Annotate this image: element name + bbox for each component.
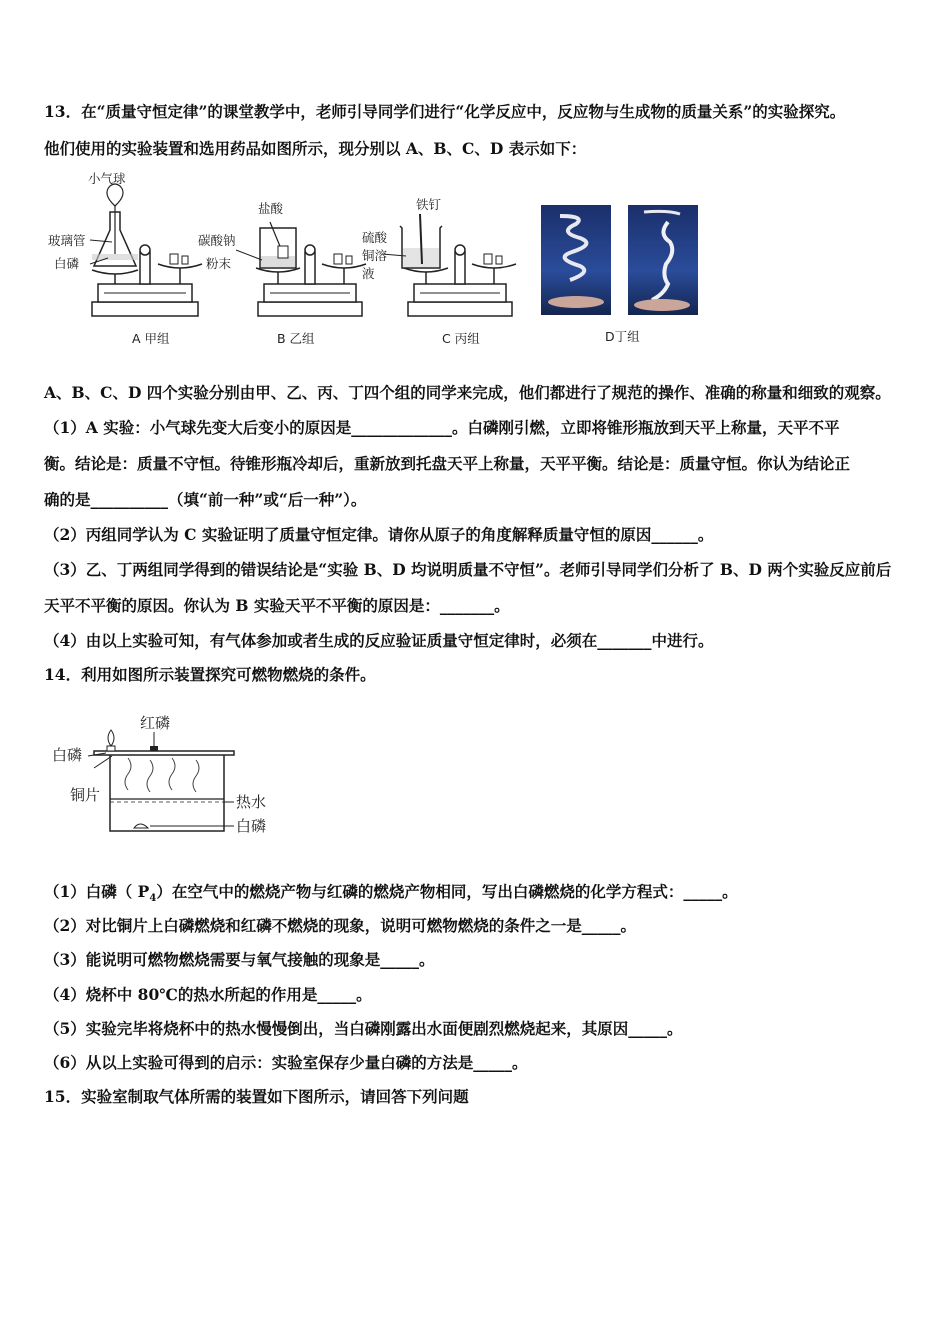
- label-copper-sulfate-1: 硫酸: [362, 230, 388, 245]
- label-glass-tube: 玻璃管: [48, 233, 86, 248]
- q13-line-10: （4）由以上实验可知，有气体参加或者生成的反应验证质量守恒定律时，必须在_______中进行。: [44, 631, 714, 650]
- label-white-phosphorus-water: 白磷: [236, 817, 267, 835]
- apparatus-d-photos: [541, 205, 698, 344]
- q13-line-2: 他们使用的实验装置和选用药品如图所示，现分别以 A、B、C、D 表示如下：: [44, 139, 587, 158]
- q14-line-1: 14．利用如图所示装置探究可燃物燃烧的条件。: [44, 665, 376, 684]
- q14-question-4: （4）烧杯中 80℃的热水所起的作用是_____。: [44, 985, 372, 1004]
- q14-question-3: （3）能说明可燃物燃烧需要与氧气接触的现象是_____。: [44, 950, 435, 969]
- label-balloon: 小气球: [88, 171, 126, 186]
- label-hydrochloric-acid: 盐酸: [258, 201, 284, 216]
- q14-figure: [50, 710, 267, 840]
- label-hot-water: 热水: [236, 793, 267, 811]
- label-white-phosphorus-sheet: 白磷: [52, 746, 83, 764]
- apparatus-b: [198, 201, 366, 346]
- label-sodium-carbonate-1: 碳酸钠: [198, 233, 236, 248]
- caption-c: C 丙组: [442, 331, 480, 346]
- label-white-phosphorus-a: 白磷: [54, 256, 80, 271]
- q13-line-9: 天平不平衡的原因。你认为 B 实验天平不平衡的原因是：_______。: [44, 596, 510, 615]
- q13-line-3: A、B、C、D 四个实验分别由甲、乙、丙、丁四个组的同学来完成，他们都进行了规范的操作、准确的称量和细致的观察。: [44, 383, 891, 402]
- apparatus-c: [362, 197, 516, 346]
- q15-line-1: 15．实验室制取气体所需的装置如下图所示，请回答下列问题: [44, 1087, 469, 1106]
- caption-b: B 乙组: [277, 331, 315, 346]
- q13-line-1: 13．在“质量守恒定律”的课堂教学中，老师引导同学们进行“化学反应中，反应物与生成物的质量关系”的实验探究。: [44, 102, 846, 121]
- caption-d: D丁组: [605, 329, 640, 344]
- q13-line-6: 确的是__________（填“前一种”或“后一种”）。: [44, 490, 367, 509]
- q14-q1-pre: （1）白磷（ P: [44, 882, 150, 901]
- apparatus-a: [48, 171, 202, 346]
- label-copper-sulfate-3: 液: [362, 266, 375, 281]
- q14-question-2: （2）对比铜片上白磷燃烧和红磷不燃烧的现象，说明可燃物燃烧的条件之一是_____。: [44, 916, 637, 935]
- q13-line-5: 衡。结论是：质量不守恒。待锥形瓶冷却后，重新放到托盘天平上称量，天平平衡。结论是：质量守恒。你认为结论正: [44, 454, 851, 473]
- q13-line-8: （3）乙、丁两组同学得到的错误结论是“实验 B、D 均说明质量不守恒”。老师引导同学们分析了 B、D 两个实验反应前后: [44, 560, 892, 579]
- q14-question-5: （5）实验完毕将烧杯中的热水慢慢倒出，当白磷刚露出水面便剧烈燃烧起来，其原因_____。: [44, 1019, 683, 1038]
- label-red-phosphorus: 红磷: [140, 714, 171, 732]
- label-copper-sulfate-2: 铜溶: [362, 248, 388, 263]
- q13-line-4: （1）A 实验：小气球先变大后变小的原因是_____________。白磷刚引燃，立即将锥形瓶放到天平上称量，天平不平: [44, 418, 840, 437]
- label-iron-nail: 铁钉: [416, 197, 442, 212]
- q14-q1-subscript: 4: [149, 893, 157, 905]
- caption-a: A 甲组: [132, 331, 170, 346]
- q14-q1-post: ）在空气中的燃烧产物与红磷的燃烧产物相同，写出白磷燃烧的化学方程式：_____。: [156, 882, 738, 901]
- q14-question-1: [44, 882, 738, 909]
- q13-line-7: （2）丙组同学认为 C 实验证明了质量守恒定律。请你从原子的角度解释质量守恒的原因______。: [44, 525, 714, 544]
- q13-figure: [40, 172, 720, 352]
- label-sodium-carbonate-2: 粉末: [206, 256, 232, 271]
- label-copper-sheet: 铜片: [70, 786, 101, 804]
- q14-question-6: （6）从以上实验可得到的启示：实验室保存少量白磷的方法是_____。: [44, 1053, 528, 1072]
